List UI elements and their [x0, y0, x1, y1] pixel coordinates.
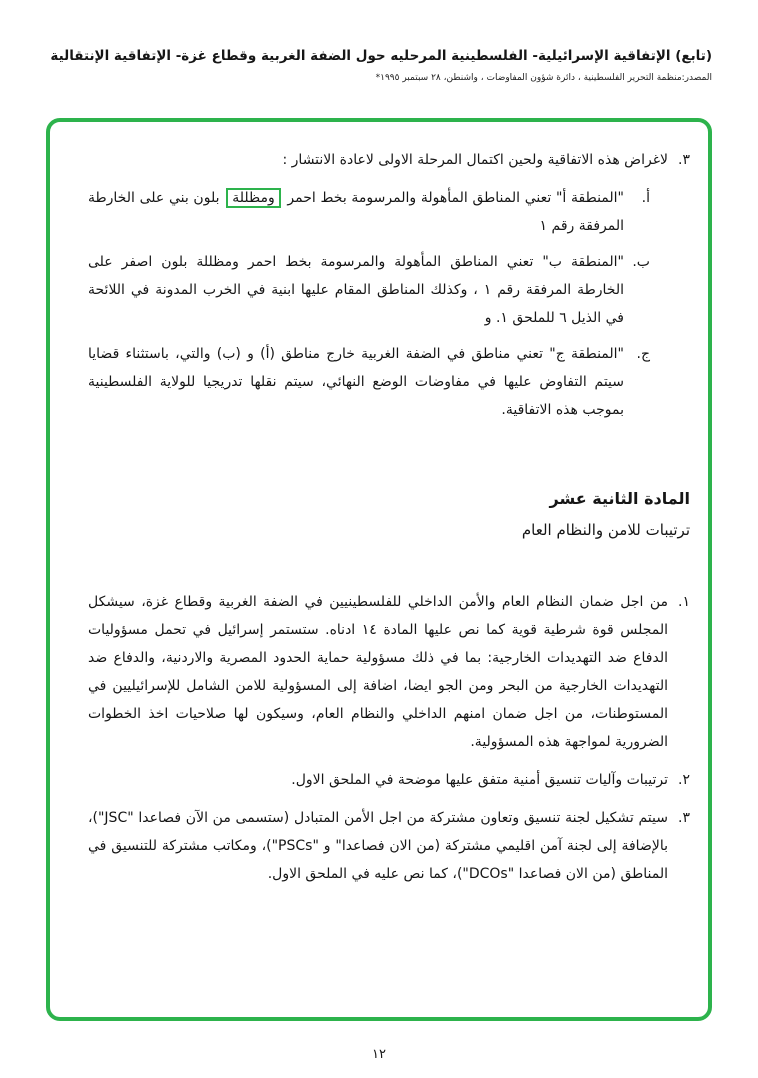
green-content-frame: [46, 118, 712, 1021]
zone-c-item: [88, 340, 650, 424]
zone-a-text: [88, 184, 624, 240]
intro-clause-marker: ٣.: [678, 152, 690, 168]
document-header: [46, 46, 712, 83]
article-subtitle: ترتيبات للامن والنظام العام: [521, 520, 690, 539]
article-heading-block: [88, 486, 690, 542]
zone-b-item: [88, 248, 650, 332]
clause-1-text: من اجل ضمان النظام العام والأمن الداخلي للفلسطينيين في الضفة الغربية وقطاع غزة، سيشكل المجلس قوة شرطية قوية كما نص عليها المادة ١٤ ادناه. ستستمر إسرائيل في تحمل مسؤوليات الدفاع ضد التهديدات الخارجية: بما في ذلك مسؤولية حماية الحدود المصرية والاردنية، والدفاع ضد التهديدات الخارجية من البحر ومن الجو ايضا، اضافة إلى المسؤولية للامن الشامل للإسرائيليين في المستوطنات، من اجل ضمان امنهم الداخلي والنظام العام، وسيكون لها صلاحيات اخذ الخطوات الضرورية لمواجهة هذه المسؤولية.: [88, 593, 668, 750]
zone-a-text-before: "المنطقة أ" تعني المناطق المأهولة والمرسومة بخط احمر: [282, 190, 624, 206]
zone-a-text-after: بلون بني على الخارطة المرفقة رقم ١: [88, 190, 624, 234]
intro-clause: [88, 146, 690, 174]
source-line: المصدر:منظمة التحرير الفلسطينية ، دائرة شؤون المفاوضات ، واشنطن، ٢٨ سبتمبر ١٩٩٥*: [375, 72, 712, 83]
clause-1-marker: ١.: [678, 593, 690, 610]
intro-clause-text: لاغراض هذه الاتفاقية ولحين اكتمال المرحلة الاولى لاعادة الانتشار :: [282, 152, 668, 168]
document-title: (تابع) الإتفاقية الإسرائيلية- الفلسطينية المرحليه حول الضفة الغربية وقطاع غزة- الإتفاقية الإنتقالية: [50, 48, 712, 64]
zone-a-item: [88, 184, 650, 240]
zone-c-marker: ج.: [636, 346, 650, 362]
zone-a-marker: أ.: [641, 190, 650, 206]
clause-3-marker: ٣.: [678, 809, 690, 826]
clause-3-text: سيتم تشكيل لجنة تنسيق وتعاون مشتركة من اجل الأمن المتبادل (ستسمى من الآن فصاعدا "JSC")، بالإضافة إلى لجنة آمن اقليمي مشتركة (من الان فصاعدا" و "PSCs")، ومكاتب مشتركة للتنسيق في المناطق (من الان فصاعدا "DCOs")، كما نص عليه في الملحق الاول.: [88, 809, 668, 882]
article-clauses: [88, 588, 690, 888]
clause-1: [88, 588, 690, 756]
clause-2-text: ترتيبات وآليات تنسيق أمنية متفق عليها موضحة في الملحق الاول.: [291, 771, 668, 788]
zone-b-marker: ب.: [632, 254, 650, 270]
highlighted-word-box: ومظللة: [226, 188, 281, 208]
clause-3: [88, 804, 690, 888]
zone-c-text: "المنطقة ج" تعني مناطق في الضفة الغربية خارج مناطق (أ) و (ب) والتي، باستثناء قضايا سيتم التفاوض عليها في مفاوضات الوضع النهائي، سيتم نقلها تدريجيا للولاية الفلسطينية بموجب هذه الاتفاقية.: [88, 346, 624, 418]
clause-2: [88, 766, 690, 794]
page-footer: [0, 1043, 758, 1062]
clause-2-marker: ٢.: [678, 771, 690, 788]
article-title: المادة الثانية عشر: [549, 489, 690, 508]
zone-b-text: "المنطقة ب" تعني المناطق المأهولة والمرسومة بخط احمر ومظللة بلون اصفر على الخارطة المرفقة رقم ١ ، وكذلك المناطق المقام عليها ابنية في الخرب المدونة في اللائحة في الذيل ٦ للملحق ١. و: [88, 254, 624, 326]
page-number: ١٢: [372, 1047, 386, 1062]
